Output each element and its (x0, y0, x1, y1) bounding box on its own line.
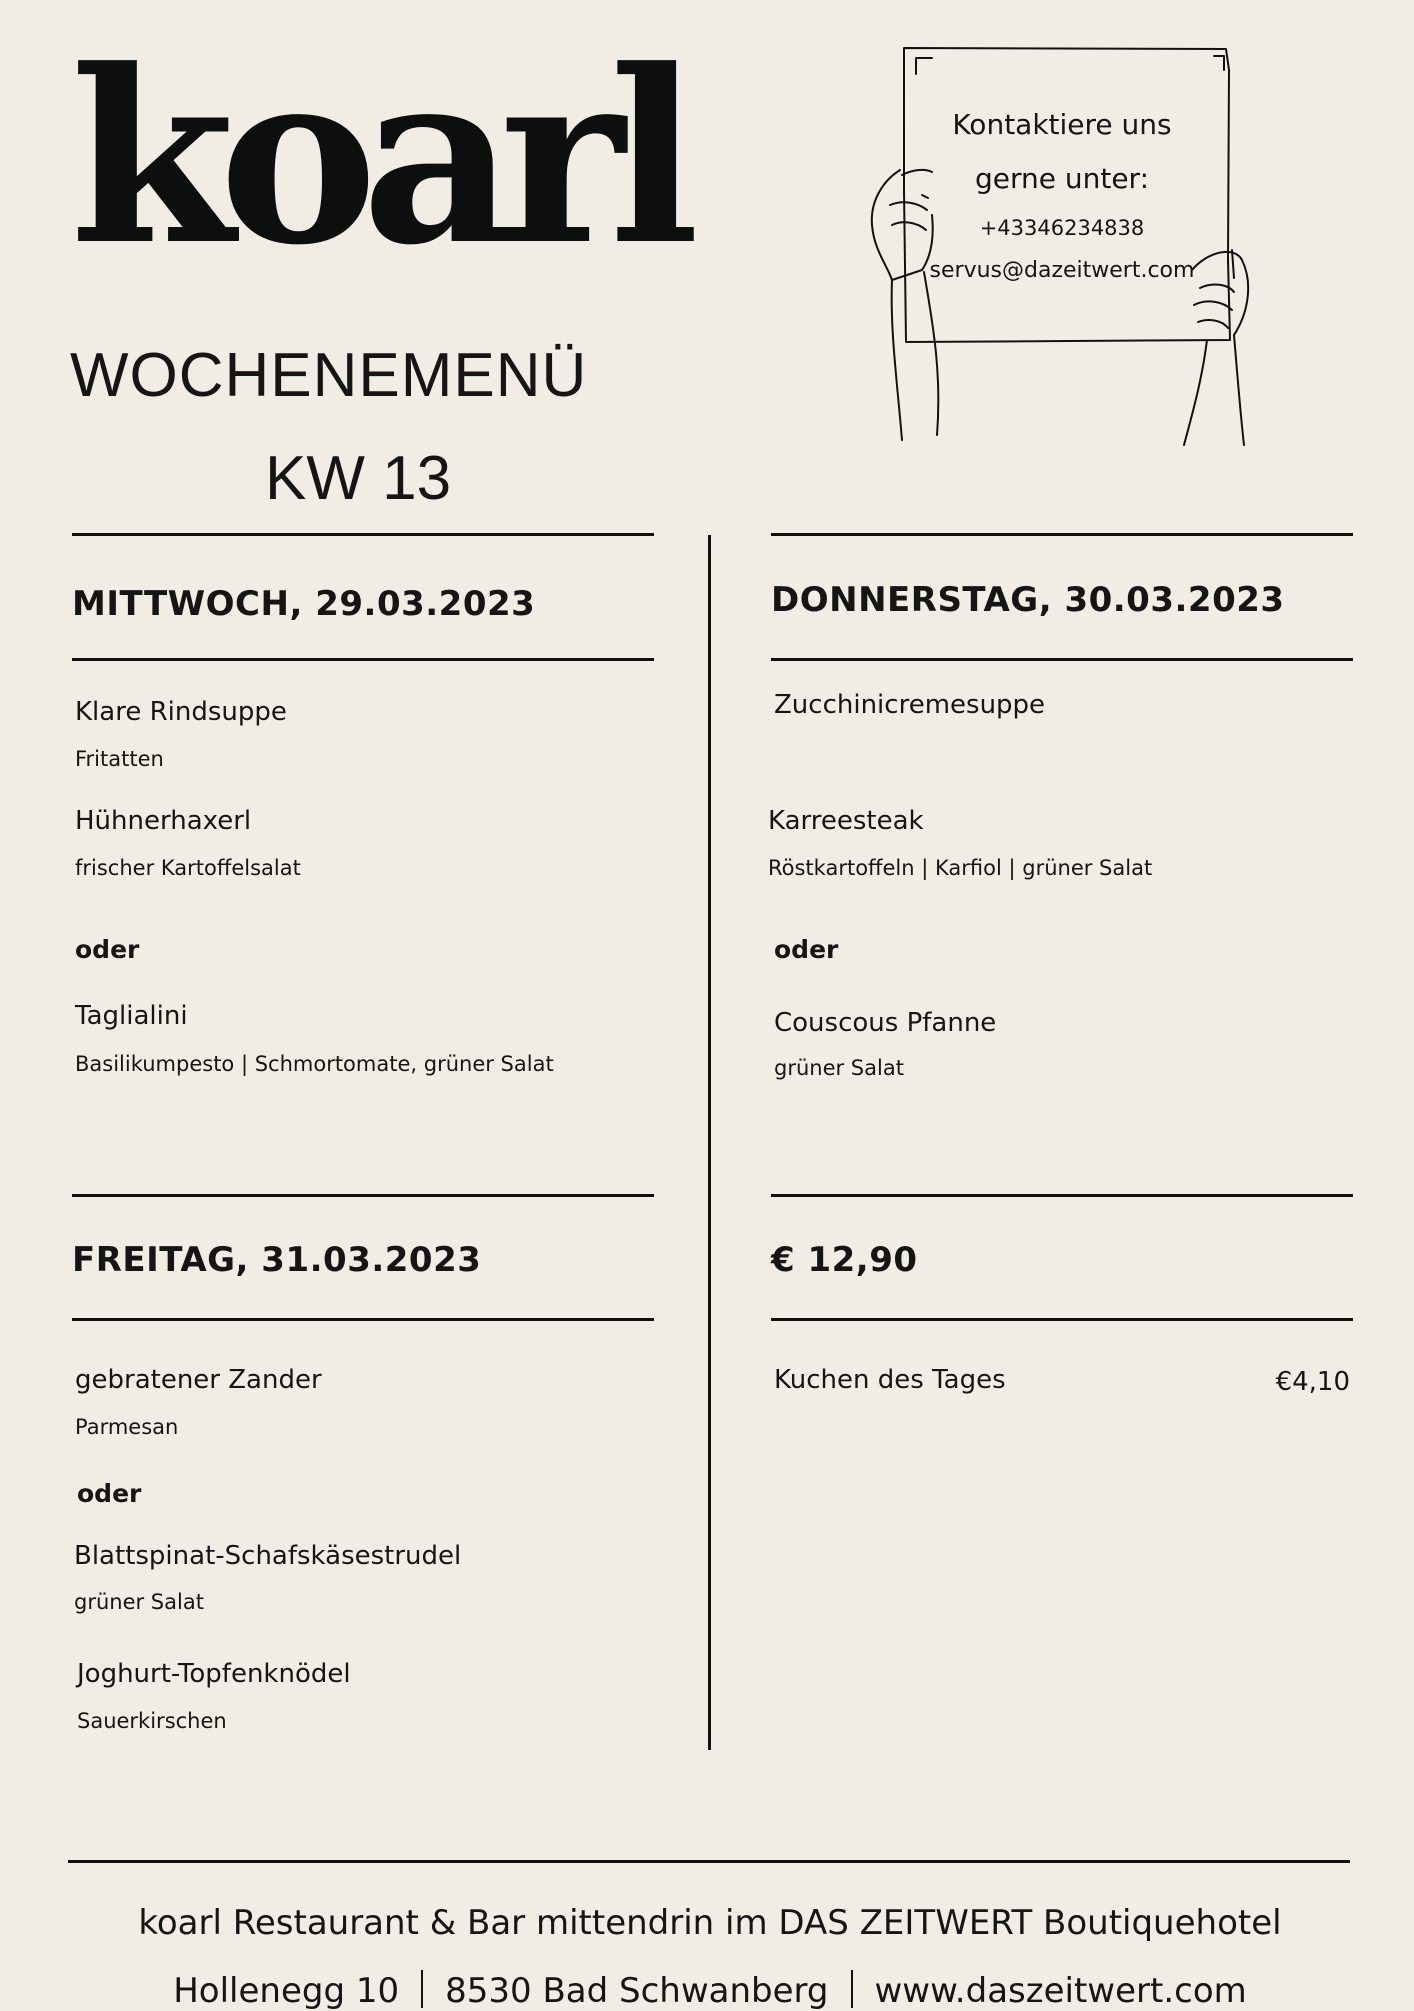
divider (771, 1318, 1353, 1321)
oder-label: oder (77, 1479, 142, 1508)
column-divider (708, 535, 711, 1750)
dish-side: grüner Salat (774, 1056, 904, 1080)
dish-side: Parmesan (75, 1415, 179, 1439)
footer-website-link[interactable]: www.daszeitwert.com (874, 1971, 1247, 2011)
contact-phone[interactable]: +43346234838 (979, 216, 1145, 240)
footer-tagline: koarl Restaurant & Bar mittendrin im DAS ZEITWERT Boutiquehotel (138, 1903, 1282, 1943)
dish-side: Basilikumpesto | Schmortomate, grüner Salat (75, 1052, 554, 1076)
oder-label: oder (75, 935, 140, 964)
dish-name: Joghurt-Topfenknödel (77, 1659, 351, 1689)
dish-name: Karreesteak (768, 806, 924, 836)
divider (771, 533, 1353, 536)
divider (771, 1194, 1353, 1197)
divider (771, 658, 1353, 661)
dish-side: Röstkartoffeln | Karfiol | grüner Salat (768, 856, 1153, 880)
footer-city: 8530 Bad Schwanberg (445, 1971, 829, 2011)
contact-line-2: gerne unter: (974, 162, 1150, 195)
contact-email[interactable]: servus@dazeitwert.com (929, 258, 1195, 283)
footer-address-line (70, 1970, 1350, 2011)
dish-side: grüner Salat (74, 1590, 204, 1614)
dish-name: Zucchinicremesuppe (774, 690, 1046, 720)
divider (72, 1318, 654, 1321)
day-heading-thursday: DONNERSTAG, 30.03.2023 (771, 580, 1285, 620)
day-heading-friday: FREITAG, 31.03.2023 (72, 1240, 482, 1280)
dish-side: frischer Kartoffelsalat (75, 856, 301, 880)
divider (72, 658, 654, 661)
week-label: KW 13 (265, 444, 452, 513)
dish-name: gebratener Zander (75, 1365, 322, 1395)
dish-name: Blattspinat-Schafskäsestrudel (74, 1541, 462, 1571)
extra-item-name: Kuchen des Tages (774, 1365, 1006, 1395)
page-title: WOCHENEMENÜ (70, 341, 588, 410)
divider (72, 1194, 654, 1197)
logo: koarl (70, 19, 684, 298)
oder-label: oder (774, 935, 839, 964)
hands-holding-sign-icon (862, 40, 1262, 460)
separator (851, 1970, 853, 2008)
footer-divider (68, 1860, 1350, 1863)
dish-side: Fritatten (75, 747, 164, 771)
contact-line-1: Kontaktiere uns (952, 108, 1172, 141)
divider (72, 533, 654, 536)
dish-name: Couscous Pfanne (774, 1008, 997, 1038)
dish-side: Sauerkirschen (77, 1709, 227, 1733)
dish-name: Hühnerhaxerl (75, 806, 252, 836)
separator (421, 1970, 423, 2008)
extra-item-price: €4,10 (1275, 1367, 1350, 1397)
dish-name: Taglialini (75, 1001, 188, 1031)
footer-address: Hollenegg 10 (173, 1971, 400, 2011)
contact-sign (862, 40, 1262, 460)
menu-price: € 12,90 (771, 1240, 918, 1280)
dish-name: Klare Rindsuppe (75, 697, 287, 727)
day-heading-wednesday: MITTWOCH, 29.03.2023 (72, 584, 536, 624)
